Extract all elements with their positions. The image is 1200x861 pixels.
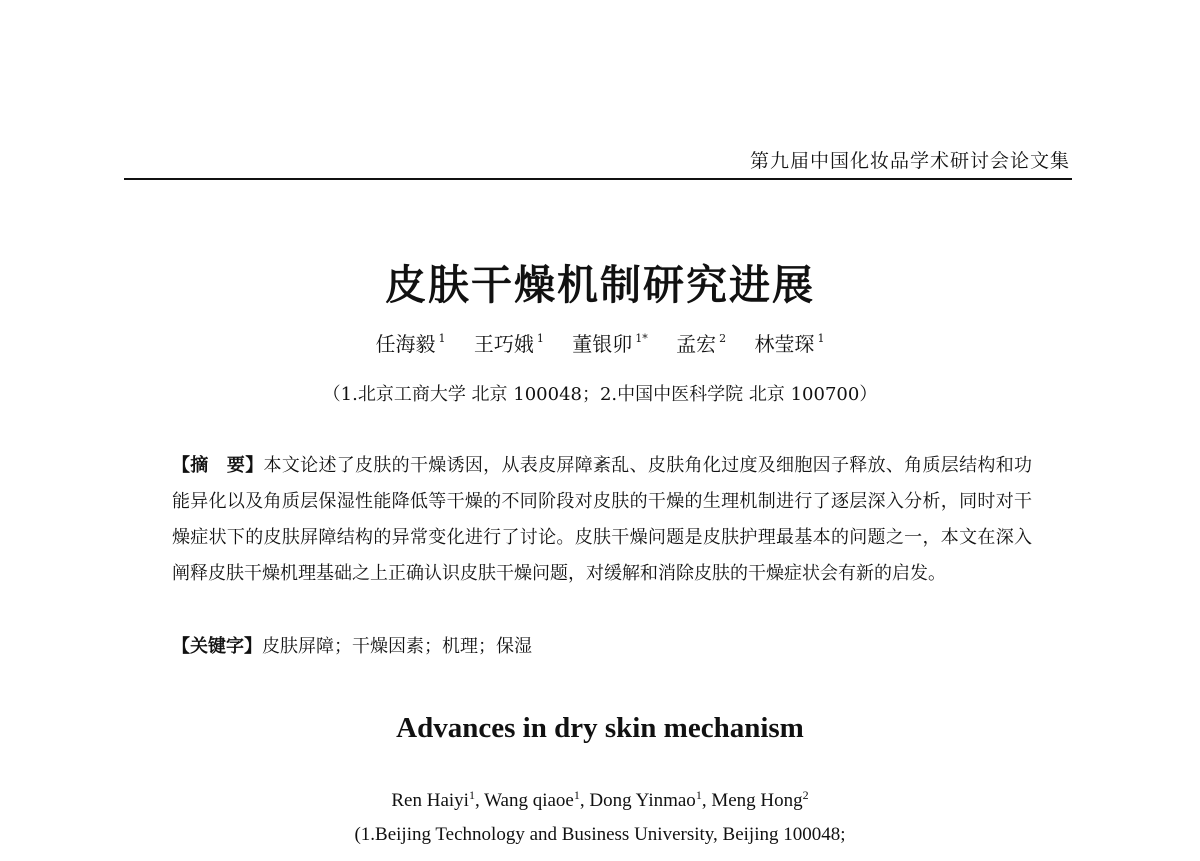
author-affil-mark: 1 [438,332,446,345]
author-name: 王巧娥 [473,332,534,356]
english-title: Advances in dry skin mechanism [396,712,804,744]
keywords-label: 【关键字】 [172,636,262,657]
author-affil-mark: 1 [536,332,544,345]
author-affil-mark: 2 [719,332,727,345]
en-author-affil-mark: 2 [802,788,809,802]
paper-title: 皮肤干燥机制研究进展 [385,261,815,309]
abstract-label: 【摘 要】 [172,455,264,476]
author [754,332,824,356]
running-header: 第九届中国化妆品学术研讨会论文集 [749,150,1070,172]
author [376,332,446,356]
author [572,332,648,356]
en-author-affil-mark: 1 [468,788,475,802]
author [676,332,726,356]
author-list [0,328,1200,357]
author-name: 董银卯 [572,332,633,356]
en-author-name: Ren Haiyi [391,790,469,811]
author [474,332,544,356]
abstract-text: 本文论述了皮肤的干燥诱因，从表皮屏障紊乱、皮肤角化过度及细胞因子释放、角质层结构和功能异化以及角质层保湿性能降低等干燥的不同阶段对皮肤的干燥的生理机制进行了逐层深入分析，同时对干燥症状下的皮肤屏障结构的异常变化进行了讨论。皮肤干燥问题是皮肤护理最基本的问题之一，本文在深入阐释皮肤干燥机理基础之上正确认识皮肤干燥问题，对缓解和消除皮肤的干燥症状会有新的启发。 [172,455,1033,584]
abstract [172,448,1032,592]
author-name: 孟宏 [676,332,717,356]
en-author-sep: , [474,790,485,811]
author-affil-mark: 1* [635,332,648,345]
en-author-sep: , [579,790,590,811]
affiliation-cn: （1.北京工商大学 北京 100048；2.中国中医科学院 北京 100700） [322,384,878,405]
en-author-name: Wang qiaoe [484,790,574,811]
author-name: 任海毅 [375,332,436,356]
en-author-affil-mark: 1 [695,788,702,802]
english-affiliation: (1.Beijing Technology and Business University, Beijing 100048; [354,824,846,845]
en-author-name: Dong Yinmao [589,790,696,811]
author-affil-mark: 1 [817,332,825,345]
en-author-name: Meng Hong [711,790,803,811]
english-author-list [0,788,1200,812]
keywords [172,632,1032,662]
keywords-text: 皮肤屏障；干燥因素；机理；保湿 [262,636,532,657]
author-name: 林莹琛 [754,332,815,356]
en-author-affil-mark: 1 [573,788,580,802]
en-author-sep: , [701,790,712,811]
header-rule [124,178,1072,180]
